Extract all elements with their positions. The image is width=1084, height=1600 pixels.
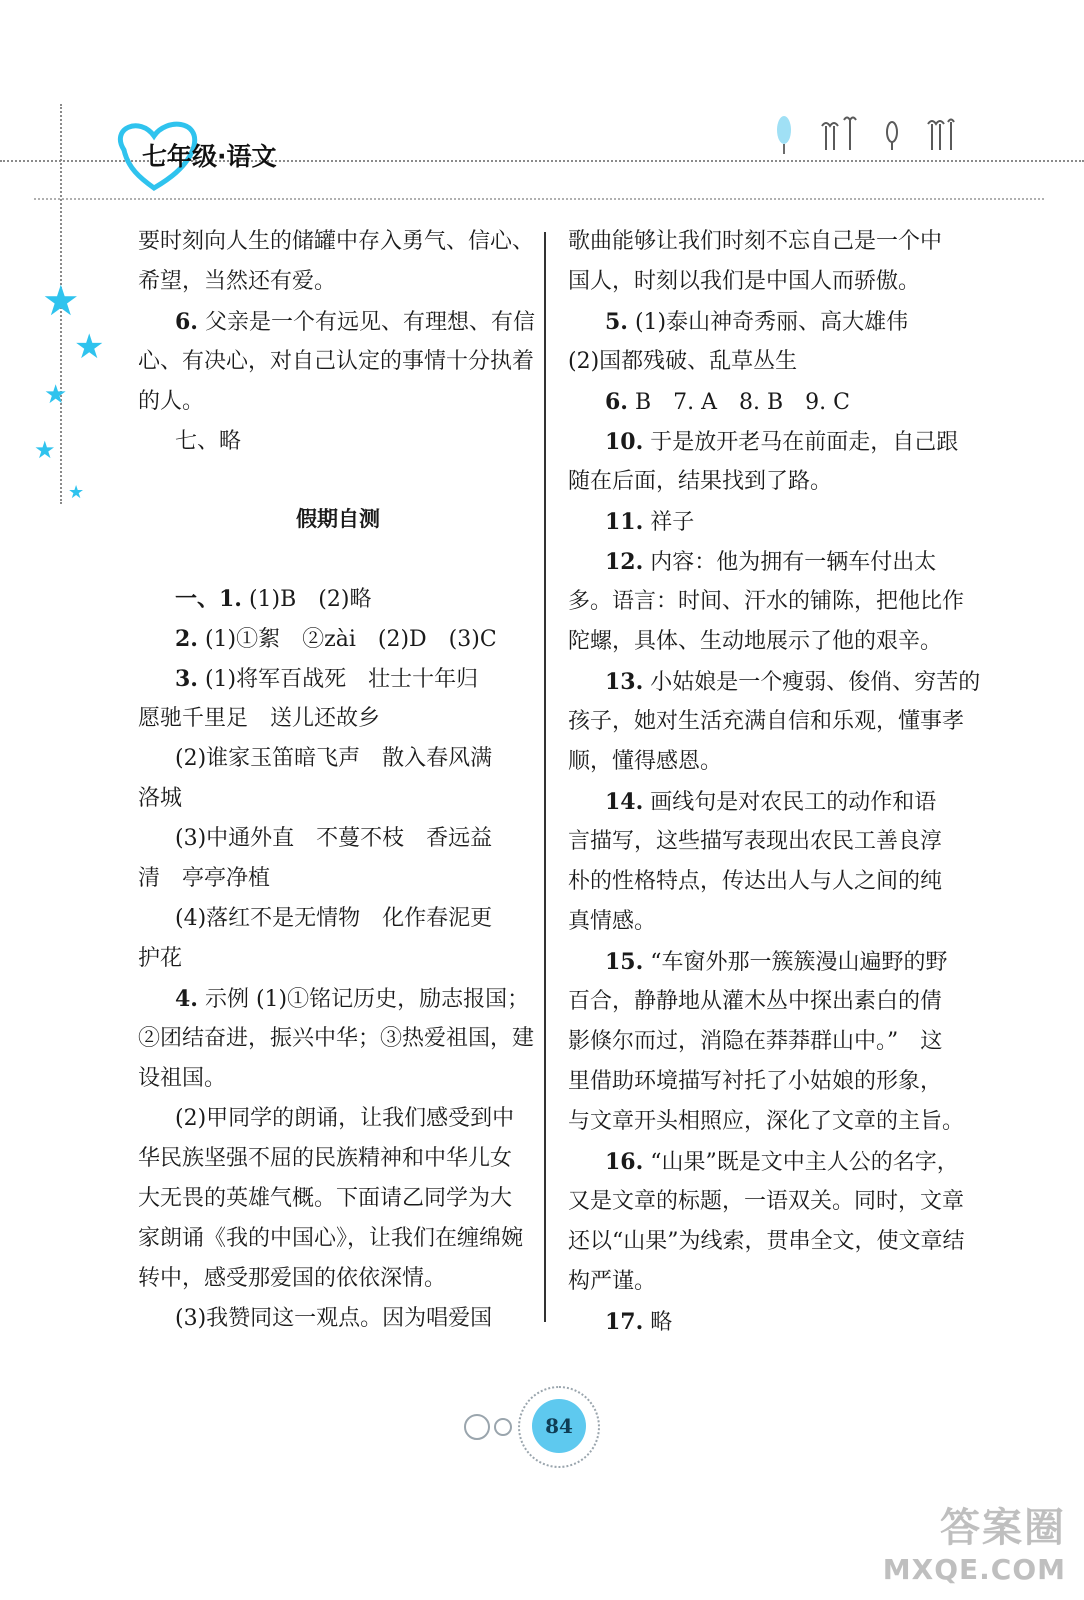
text-line: 3. (1)将军百战死 壮士十年归 [175,666,479,692]
text-line: 构严谨。 [568,1269,657,1294]
text-line: ②团结奋进，振兴中华；③热爱祖国，建 [138,1026,535,1051]
star-icon: ★ [42,276,80,325]
text-line: 愿驰千里足 送儿还故乡 [138,706,381,731]
header-dotted-line-bottom [34,198,1044,200]
text-line: 2. (1)①絮 ②zài (2)D (3)C [175,626,497,652]
text-line: 七、略 [175,429,242,454]
text-line: 15. “车窗外那一簇簇漫山遍野的野 [605,949,948,975]
text-line: 陀螺，具体、生动地展示了他的艰辛。 [568,629,943,654]
column-divider [544,232,546,1322]
star-icon: ★ [34,436,56,464]
text-line: 12. 内容：他为拥有一辆车付出太 [605,549,937,575]
text-line: 朴的性格特点，传达出人与人之间的纯 [568,869,943,894]
text-line: 歌曲能够让我们时刻不忘自己是一个中 [568,229,943,254]
text-line: (2)国都残破、乱草丛生 [568,349,798,374]
text-line: 假期自测 [296,506,380,531]
text-line: 还以“山果”为线索，贯串全文，使文章结 [568,1229,965,1254]
text-line: 多。语言：时间、汗水的铺陈，把他比作 [568,589,965,614]
star-icon: ★ [68,482,85,503]
text-line: 5. (1)泰山神奇秀丽、高大雄伟 [605,309,909,335]
decor-circle [464,1414,490,1440]
decor-circle [494,1418,512,1436]
text-line: 与文章开头相照应，深化了文章的主旨。 [568,1109,965,1134]
text-line: 11. 祥子 [605,509,695,535]
text-line: 国人，时刻以我们是中国人而骄傲。 [568,269,921,294]
text-line: 16. “山果”既是文中主人公的名字， [605,1149,959,1175]
text-line: 孩子，她对生活充满自信和乐观，懂事孝 [568,709,965,734]
text-line: 心、有决心，对自己认定的事情十分执着 [138,349,535,374]
text-line: 14. 画线句是对农民工的动作和语 [605,789,937,815]
header-title: 七年级·语文 [142,142,277,171]
text-line: (2)谁家玉笛暗飞声 散入春风满 [175,746,493,771]
text-line: 言描写，这些描写表现出农民工善良淳 [568,829,943,854]
text-line: 影倏尔而过，消隐在莽莽群山中。” 这 [568,1029,943,1054]
text-line: 10. 于是放开老马在前面走，自己跟 [605,429,959,455]
text-line: 真情感。 [568,909,657,934]
text-line: 护花 [138,946,183,971]
text-line: 一、1. (1)B (2)略 [175,586,372,612]
text-line: 的人。 [138,389,205,414]
text-line: 百合，静静地从灌木丛中探出素白的倩 [568,989,943,1014]
text-line: 6. B 7. A 8. B 9. C [605,389,850,415]
text-line: (3)我赞同这一观点。因为唱爱国 [175,1306,493,1331]
star-icon: ★ [74,327,105,367]
text-line: 顺，懂得感恩。 [568,749,723,774]
text-line: 6. 父亲是一个有远见、有理想、有信 [175,309,535,335]
page-number-badge: 84 [532,1399,586,1453]
text-line: 17. 略 [605,1309,673,1335]
watermark-logo: 答案圈 [940,1505,1066,1551]
text-line: (2)甲同学的朗诵，让我们感受到中 [175,1106,515,1131]
text-line: 洛城 [138,786,183,811]
text-line: 13. 小姑娘是一个瘦弱、俊俏、穷苦的 [605,669,981,695]
text-line: 又是文章的标题，一语双关。同时，文章 [568,1189,965,1214]
text-line: 清 亭亭净植 [138,866,271,891]
star-icon: ★ [44,380,68,410]
watermark [883,1496,1066,1586]
text-line: 设祖国。 [138,1066,227,1091]
text-line: 要时刻向人生的储罐中存入勇气、信心、 [138,229,535,254]
text-line: 华民族坚强不屈的民族精神和中华儿女 [138,1146,513,1171]
watermark-url: MXQE.COM [882,1553,1066,1586]
text-line: 4. 示例 (1)①铭记历史，励志报国； [175,986,530,1012]
text-line: (4)落红不是无情物 化作春泥更 [175,906,493,931]
text-line: 随在后面，结果找到了路。 [568,469,833,494]
text-line: 希望，当然还有爱。 [138,269,337,294]
text-line: 转中，感受那爱国的依依深情。 [138,1266,447,1291]
text-line: 家朗诵《我的中国心》，让我们在缠绵婉 [138,1226,524,1251]
text-line: (3)中通外直 不蔓不枝 香远益 [175,826,493,851]
flower-decoration-icon [770,110,970,160]
text-line: 大无畏的英雄气概。下面请乙同学为大 [138,1186,513,1211]
text-line: 里借助环境描写衬托了小姑娘的形象， [568,1069,943,1094]
